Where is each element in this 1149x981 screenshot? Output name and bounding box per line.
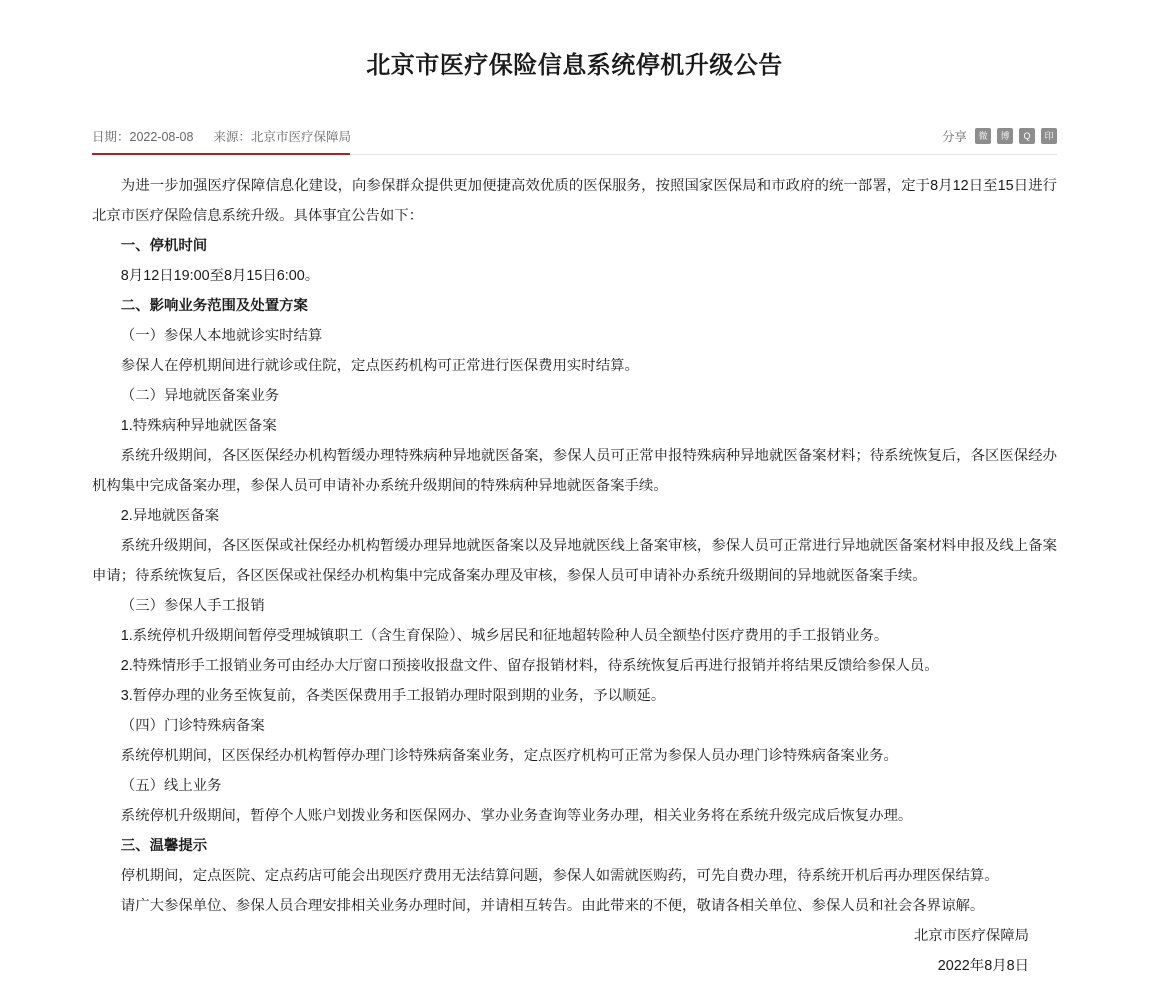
article-paragraph: 二、影响业务范围及处置方案 (120, 298, 308, 315)
article-paragraph: （三）参保人手工报销 (120, 598, 265, 615)
article-paragraph: 停机期间，定点医院、定点药店可能会出现医疗费用无法结算问题，参保人如需就医购药，可先自费办理，待系统开机后再办理医保结算。 (120, 868, 999, 885)
article-paragraph: 3.暂停办理的业务至恢复前，各类医保费用手工报销办理时限到期的业务，予以顺延。 (120, 688, 666, 705)
article-date: 日期：2022-08-08 (92, 130, 194, 145)
article-paragraph: 系统升级期间，各区医保经办机构暂缓办理特殊病种异地就医备案，参保人员可正常申报特殊病种异地就医备案材料；待系统恢复后，各区医保经办机构集中完成备案办理，参保人员可申请补办系统升级期间的特殊病种异地就医备案手续。 (92, 448, 1057, 495)
article-paragraph: 为进一步加强医疗保障信息化建设，向参保群众提供更加便捷高效优质的医保服务，按照国家医保局和市政府的统一部署，定于8月12日至15日进行北京市医疗保险信息系统升级。具体事宜公告如下： (92, 178, 1057, 225)
article-paragraph: （四）门诊特殊病备案 (120, 718, 265, 735)
qq-icon[interactable]: Q (1019, 128, 1035, 144)
article-paragraph: 一、停机时间 (120, 238, 208, 255)
meta-left-group (92, 127, 351, 145)
page-title: 北京市医疗保险信息系统停机升级公告 (366, 52, 783, 80)
share-label: 分享 (941, 130, 967, 145)
wechat-icon[interactable]: 微 (975, 128, 991, 144)
article-paragraph: （二）异地就医备案业务 (120, 388, 280, 405)
weibo-icon[interactable]: 博 (997, 128, 1013, 144)
article-paragraph: 8月12日19:00至8月15日6:00。 (120, 268, 320, 285)
signature-date: 2022年8月8日 (937, 958, 1029, 975)
article-paragraph: 2.特殊情形手工报销业务可由经办大厅窗口预接收报盘文件、留存报销材料，待系统恢复后再进行报销并将结果反馈给参保人员。 (120, 658, 939, 675)
article-paragraph: （五）线上业务 (120, 778, 222, 795)
article-paragraph: 2.异地就医备案 (120, 508, 220, 525)
article-paragraph: 1.特殊病种异地就医备案 (120, 418, 277, 435)
signature-block (92, 921, 1057, 981)
article-page (0, 16, 1149, 981)
article-paragraph: 系统升级期间，各区医保或社保经办机构暂缓办理异地就医备案以及异地就医线上备案审核，参保人员可正常进行异地就医备案材料申报及线上备案申请；待系统恢复后，各区医保或社保经办机构集中完成备案办理及审核，参保人员可申请补办系统升级期间的异地就医备案手续。 (92, 538, 1057, 585)
article-paragraph: 三、温馨提示 (120, 838, 208, 855)
article-body (92, 155, 1057, 921)
article-paragraph: （一）参保人本地就诊实时结算 (120, 328, 323, 345)
signature-org: 北京市医疗保障局 (913, 928, 1029, 945)
article-paragraph: 系统停机升级期间，暂停个人账户划拨业务和医保网办、掌办业务查询等业务办理，相关业务将在系统升级完成后恢复办理。 (120, 808, 913, 825)
article-paragraph: 1.系统停机升级期间暂停受理城镇职工（含生育保险）、城乡居民和征地超转险种人员全额垫付医疗费用的手工报销业务。 (120, 628, 889, 645)
print-icon[interactable]: 印 (1041, 128, 1057, 144)
share-group (942, 127, 1057, 145)
article-paragraph: 系统停机期间，区医保经办机构暂停办理门诊特殊病备案业务，定点医疗机构可正常为参保人员办理门诊特殊病备案业务。 (120, 748, 898, 765)
article-paragraph: 请广大参保单位、参保人员合理安排相关业务办理时间，并请相互转告。由此带来的不便，敬请各相关单位、参保人员和社会各界谅解。 (120, 898, 985, 915)
article-paragraph: 参保人在停机期间进行就诊或住院，定点医药机构可正常进行医保费用实时结算。 (120, 358, 639, 375)
article-source: 来源：北京市医疗保障局 (213, 130, 351, 145)
article-meta-bar (92, 127, 1057, 155)
